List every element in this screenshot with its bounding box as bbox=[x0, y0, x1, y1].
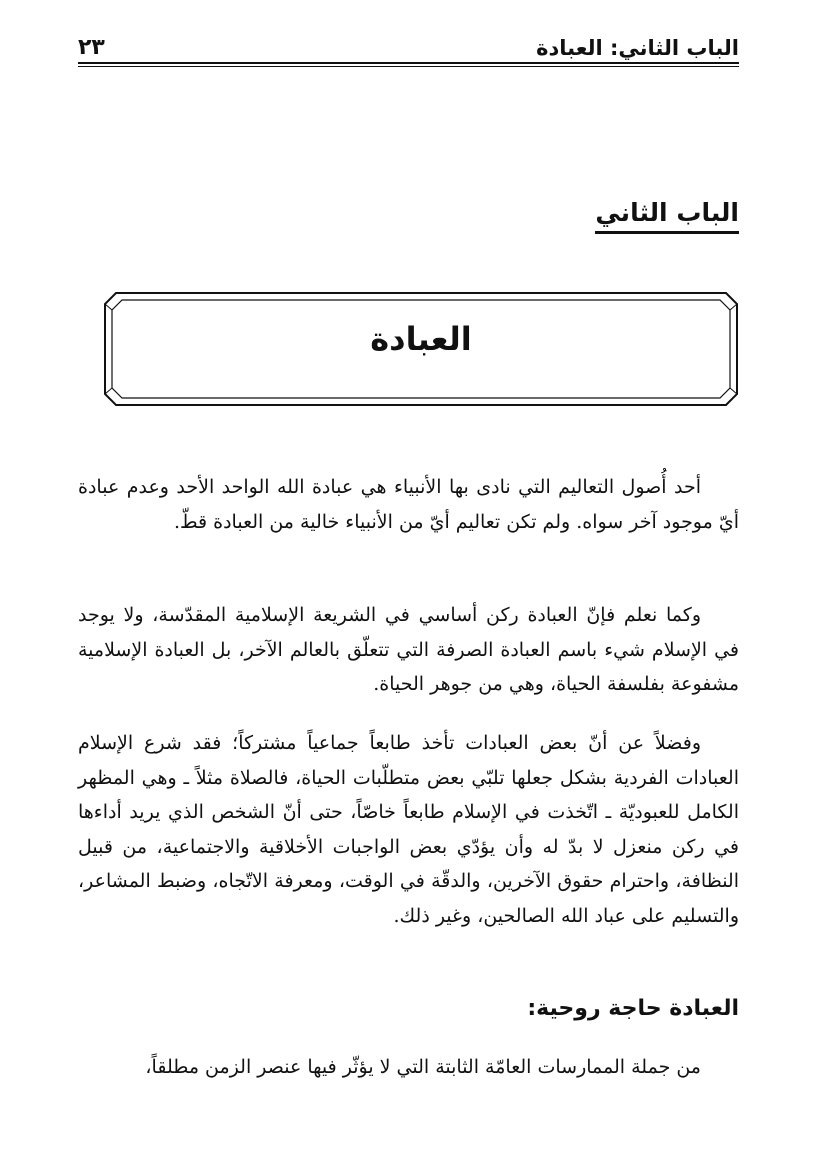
header-rule bbox=[78, 62, 739, 64]
chapter-title: العبادة bbox=[370, 320, 472, 358]
paragraph-2 bbox=[78, 598, 739, 702]
paragraph-3 bbox=[78, 726, 739, 933]
page-number: ٢٣ bbox=[78, 35, 105, 60]
paragraph-text: أحد أُصول التعاليم التي نادى بها الأنبياء هي عبادة الله الواحد الأحد وعدم عبادة أيّ موجود آخر سواه. ولم تكن تعاليم أيّ من الأنبياء خالية من العبادة قطّ. bbox=[78, 476, 739, 533]
running-header bbox=[78, 22, 739, 60]
paragraph-4 bbox=[78, 1050, 739, 1085]
header-rule-thin bbox=[78, 66, 739, 67]
paragraph-text: وكما نعلم فإنّ العبادة ركن أساسي في الشريعة الإسلامية المقدّسة، ولا يوجد في الإسلام شيء باسم العبادة الصرفة التي تتعلّق بالعالم الآخر، بل العبادة الإسلامية مشفوعة بفلسفة الحياة، وهي من جوهر الحياة. bbox=[78, 604, 739, 695]
paragraph-text: من جملة الممارسات العامّة الثابتة التي لا يؤثّر فيها عنصر الزمن مطلقاً، bbox=[145, 1056, 701, 1078]
section-heading: العبادة حاجة روحية: bbox=[527, 996, 739, 1021]
paragraph-1 bbox=[78, 470, 739, 539]
chapter-title-frame bbox=[104, 292, 738, 406]
chapter-label: الباب الثاني bbox=[595, 198, 739, 234]
running-header-title: الباب الثاني: العبادة bbox=[536, 36, 739, 60]
paragraph-text: وفضلاً عن أنّ بعض العبادات تأخذ طابعاً جماعياً مشتركاً؛ فقد شرع الإسلام العبادات الفردية بشكل جعلها تلبّي بعض متطلّبات الحياة، فالصلاة مثلاً ـ وهي المظهر الكامل للعبوديّة ـ اتّخذت في الإسلام طابعاً خاصّاً، حتى أنّ الشخص الذي يريد أداءها في ركن منعزل لا بدّ له وأن يؤدّي بعض الواجبات الأخلاقية والاجتماعية، من قبيل النظافة، واحترام حقوق الآخرين، والدقّة في الوقت، ومعرفة الاتّجاه، وضبط المشاعر، والتسليم على عباد الله الصالحين، وغير ذلك. bbox=[78, 732, 739, 927]
